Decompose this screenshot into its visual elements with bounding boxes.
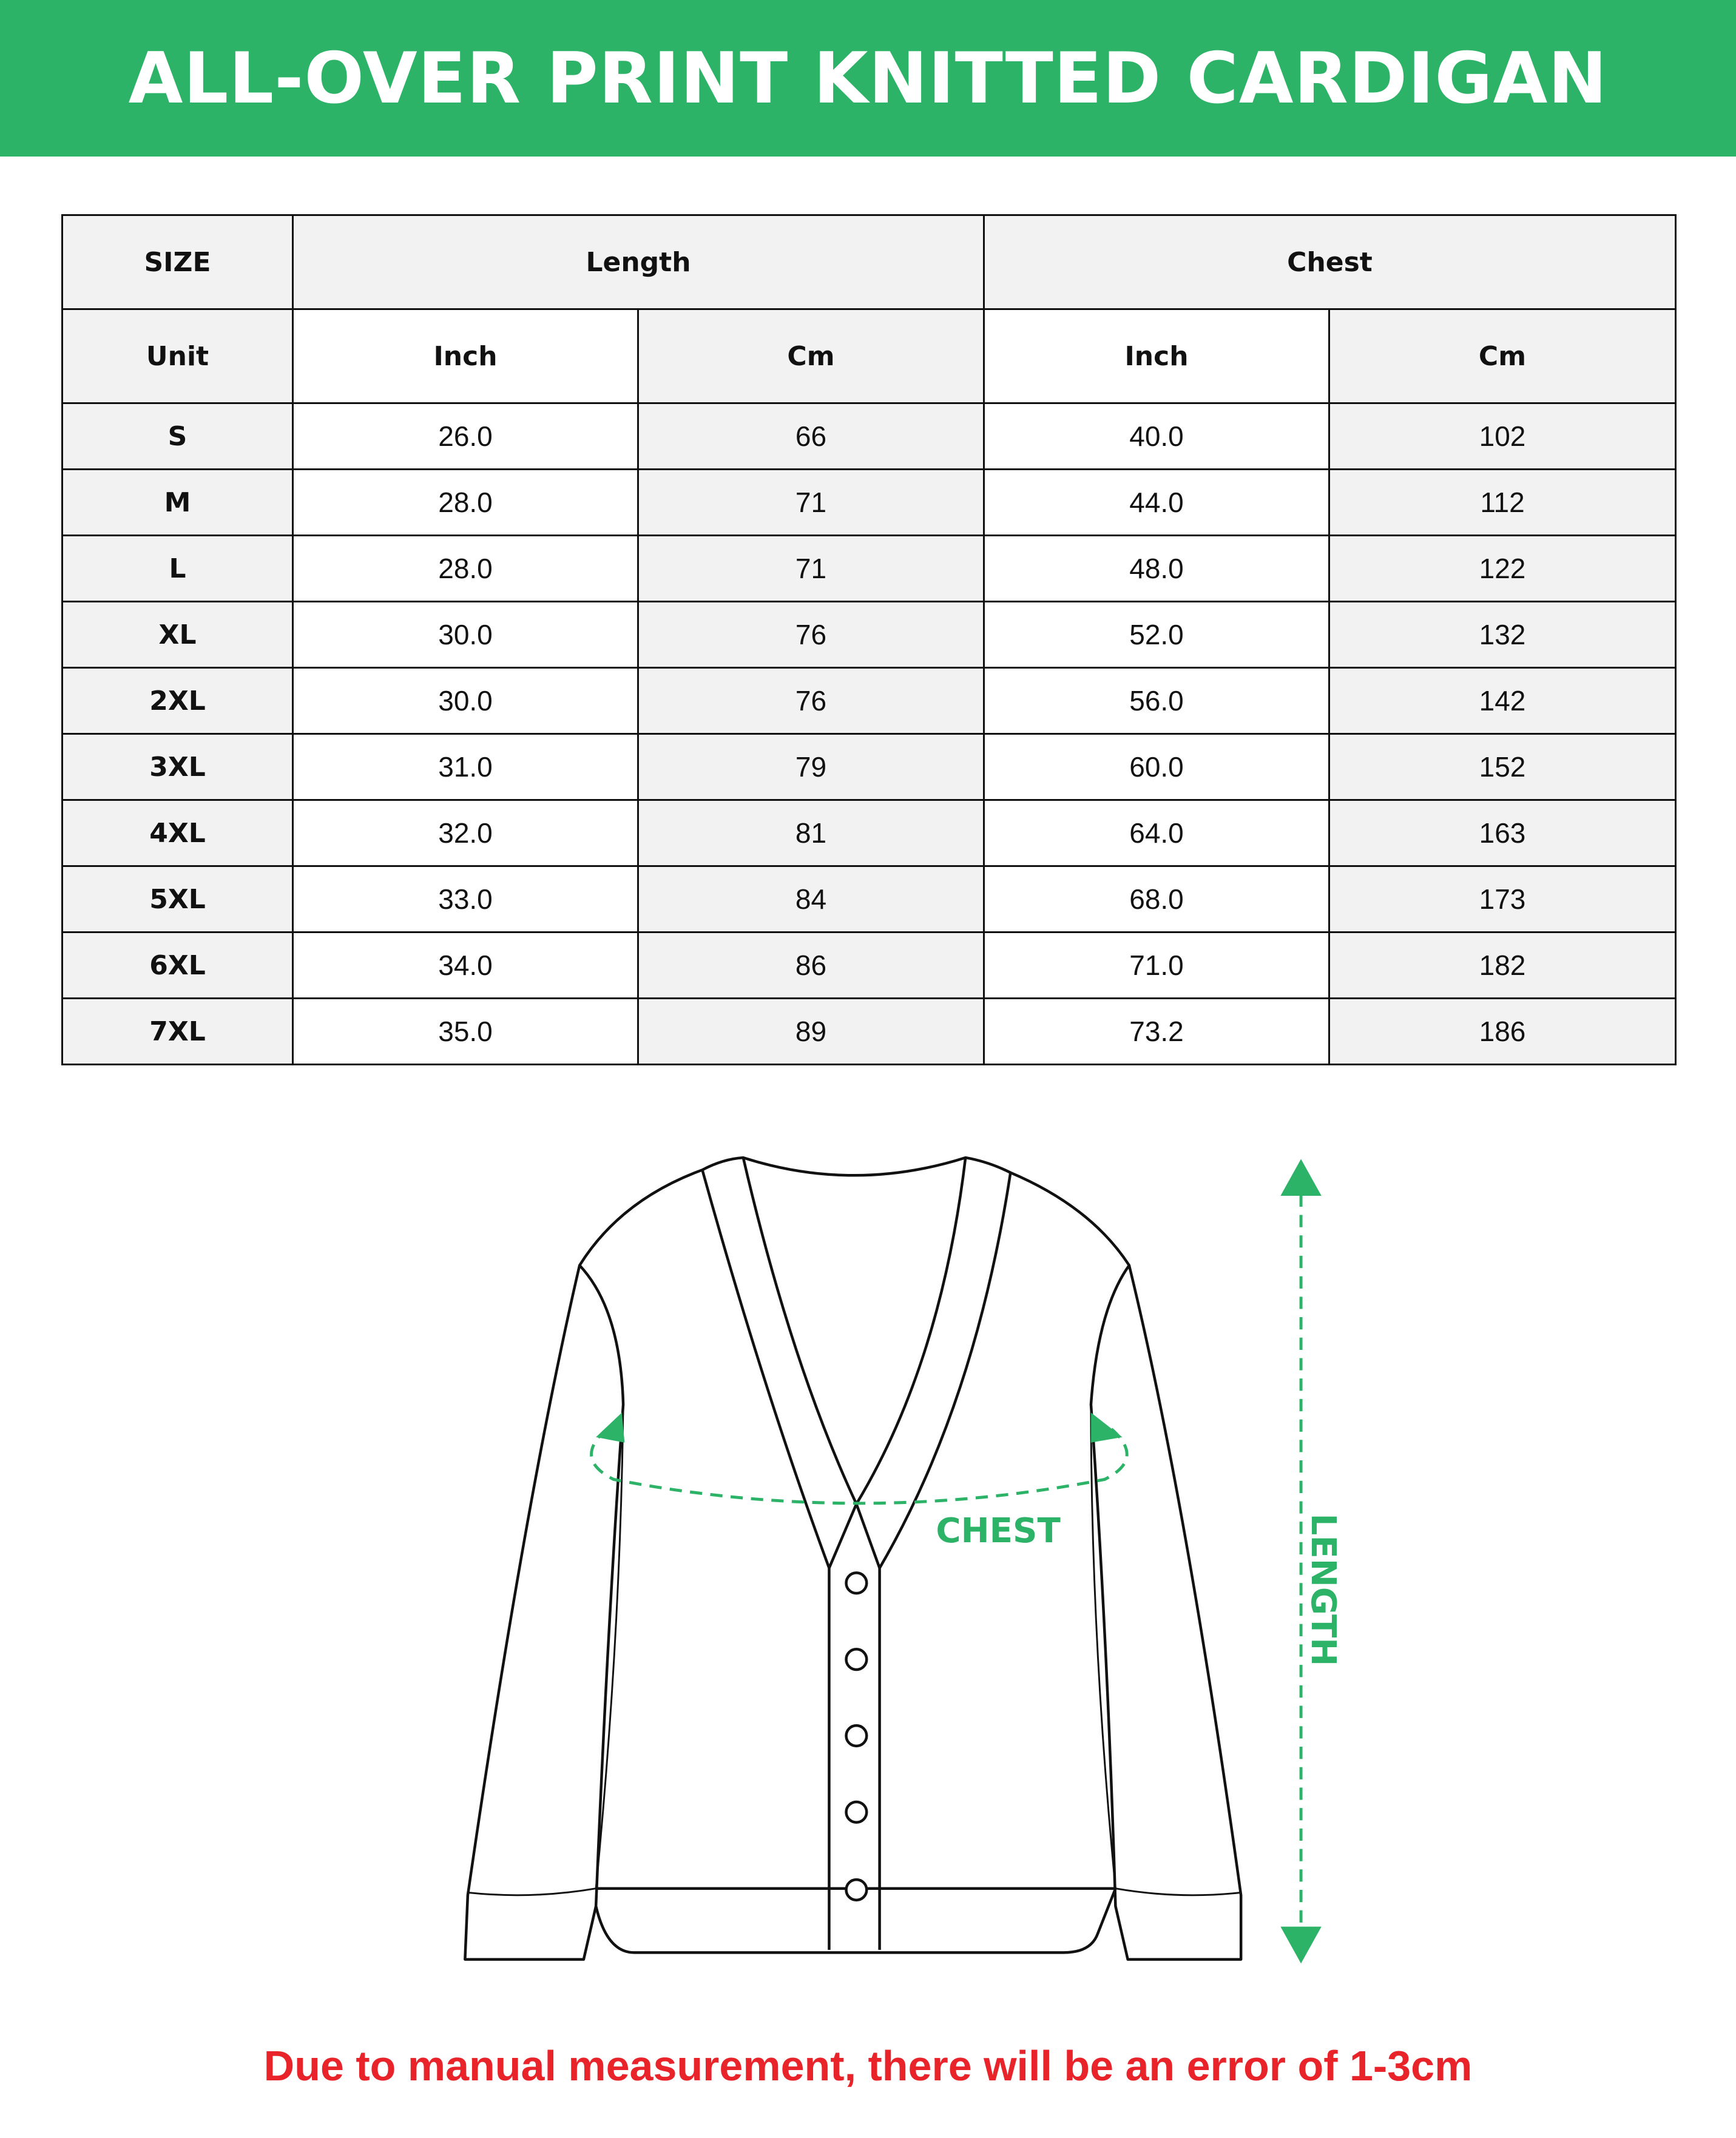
length-in-cell: 28.0 (293, 536, 638, 602)
size-cell: S (62, 403, 293, 470)
arrow-down-icon (1280, 1927, 1321, 1964)
chest-label: CHEST (936, 1511, 1061, 1551)
unit-length-inch: Inch (293, 309, 638, 403)
length-in-cell: 33.0 (293, 866, 638, 932)
chest-in-cell: 52.0 (984, 602, 1329, 668)
length-in-cell: 28.0 (293, 470, 638, 536)
size-cell: 5XL (62, 866, 293, 932)
size-cell: XL (62, 602, 293, 668)
length-measure (1280, 1159, 1343, 1963)
button-icon (846, 1573, 867, 1593)
buttons (846, 1573, 867, 1900)
chest-cm-cell: 173 (1329, 866, 1676, 932)
arrow-right-icon (1091, 1412, 1123, 1442)
button-icon (846, 1880, 867, 1900)
length-in-cell: 26.0 (293, 403, 638, 470)
size-cell: L (62, 536, 293, 602)
chest-cm-cell: 122 (1329, 536, 1676, 602)
chest-cm-cell: 182 (1329, 932, 1676, 999)
chest-in-cell: 44.0 (984, 470, 1329, 536)
unit-length-cm: Cm (638, 309, 984, 403)
measurement-note: Due to manual measurement, there will be an error of 1-3cm (263, 2042, 1473, 2089)
unit-label: Unit (62, 309, 293, 403)
chest-cm-cell: 132 (1329, 602, 1676, 668)
size-cell: 7XL (62, 999, 293, 1065)
length-in-cell: 34.0 (293, 932, 638, 999)
chest-in-cell: 40.0 (984, 403, 1329, 470)
size-cell: 4XL (62, 800, 293, 866)
length-cm-cell: 81 (638, 800, 984, 866)
length-in-cell: 30.0 (293, 602, 638, 668)
length-cm-cell: 76 (638, 668, 984, 734)
chest-measure (592, 1412, 1127, 1551)
length-in-cell: 31.0 (293, 734, 638, 800)
chest-dashed-line (592, 1429, 1127, 1503)
length-header: Length (293, 215, 984, 309)
chest-in-cell: 68.0 (984, 866, 1329, 932)
chest-header: Chest (984, 215, 1676, 309)
chest-in-cell: 64.0 (984, 800, 1329, 866)
chest-cm-cell: 152 (1329, 734, 1676, 800)
chest-cm-cell: 142 (1329, 668, 1676, 734)
page-title: ALL-OVER PRINT KNITTED CARDIGAN (128, 37, 1608, 120)
button-icon (846, 1725, 867, 1746)
size-header: SIZE (62, 215, 293, 309)
button-icon (846, 1649, 867, 1670)
unit-chest-cm: Cm (1329, 309, 1676, 403)
size-cell: 3XL (62, 734, 293, 800)
chest-in-cell: 71.0 (984, 932, 1329, 999)
length-label: LENGTH (1303, 1513, 1343, 1667)
length-cm-cell: 71 (638, 536, 984, 602)
chest-cm-cell: 102 (1329, 403, 1676, 470)
length-cm-cell: 84 (638, 866, 984, 932)
arrow-up-icon (1280, 1159, 1321, 1196)
length-cm-cell: 86 (638, 932, 984, 999)
size-cell: 2XL (62, 668, 293, 734)
chest-in-cell: 73.2 (984, 999, 1329, 1065)
length-cm-cell: 66 (638, 403, 984, 470)
length-cm-cell: 76 (638, 602, 984, 668)
length-cm-cell: 71 (638, 470, 984, 536)
size-cell: 6XL (62, 932, 293, 999)
length-in-cell: 35.0 (293, 999, 638, 1065)
chest-cm-cell: 186 (1329, 999, 1676, 1065)
length-cm-cell: 79 (638, 734, 984, 800)
cardigan-outline (465, 1158, 1241, 1959)
length-cm-cell: 89 (638, 999, 984, 1065)
chest-in-cell: 60.0 (984, 734, 1329, 800)
chest-cm-cell: 112 (1329, 470, 1676, 536)
button-icon (846, 1802, 867, 1823)
chest-in-cell: 56.0 (984, 668, 1329, 734)
arrow-left-icon (596, 1412, 624, 1442)
length-in-cell: 32.0 (293, 800, 638, 866)
length-in-cell: 30.0 (293, 668, 638, 734)
chest-cm-cell: 163 (1329, 800, 1676, 866)
unit-chest-inch: Inch (984, 309, 1329, 403)
size-cell: M (62, 470, 293, 536)
chest-in-cell: 48.0 (984, 536, 1329, 602)
